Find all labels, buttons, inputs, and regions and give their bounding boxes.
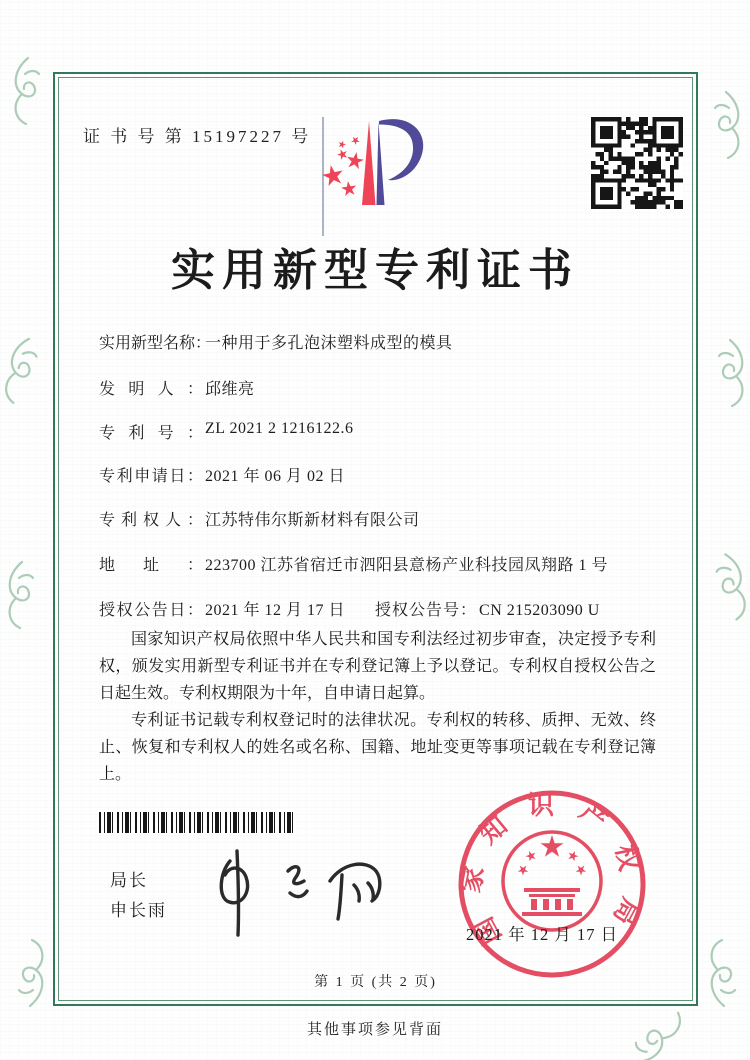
flourish-ornament <box>710 338 750 410</box>
seal-date: 2021 年 12 月 17 日 <box>466 925 619 944</box>
back-note: 其他事项参见背面 <box>306 1022 443 1038</box>
commissioner-block <box>110 866 167 926</box>
commissioner-title: 局长 <box>110 871 148 890</box>
field-value: 2021 年 06 月 02 日 <box>205 468 346 485</box>
field-label: 实用新型名称： <box>99 335 212 352</box>
field-name <box>99 330 453 353</box>
field-label: 发明人： <box>99 381 203 398</box>
field-patentee <box>99 507 420 530</box>
flourish-ornament <box>704 936 744 1008</box>
field-value: 一种用于多孔泡沫塑料成型的模具 <box>205 335 453 352</box>
field-label: 授权公告日： <box>99 602 203 619</box>
handwritten-signature <box>200 843 410 943</box>
legal-paragraph-2: 专利证书记载专利权登记时的法律状况。专利权的转移、质押、无效、终止、恢复和专利权人的姓名或名称、国籍、地址变更等事项记载在专利登记簿上。 <box>99 712 656 783</box>
cnipa-seal-icon <box>452 784 652 984</box>
certificate-number: 证 书 号 第 15197227 号 <box>83 127 312 146</box>
field-label: 地址： <box>99 557 203 574</box>
field-value: 邱维亮 <box>205 381 255 398</box>
flourish-ornament <box>10 936 50 1008</box>
cnipa-logo-icon <box>312 112 460 240</box>
flourish-ornament <box>706 90 746 162</box>
page-number: 第 1 页 (共 2 页) <box>314 975 437 990</box>
barcode-icon <box>99 812 295 833</box>
field-label: 专利申请日： <box>99 468 203 485</box>
field-value: 2021 年 12 月 17 日 <box>205 602 346 619</box>
flourish-ornament <box>0 333 49 412</box>
field-value: ZL 2021 2 1216122.6 <box>205 420 354 437</box>
seal-ring-text: 国家知识产权局 <box>456 790 648 950</box>
field-filing-date <box>99 463 345 486</box>
field-label: 授权公告号： <box>375 602 478 619</box>
legal-paragraph-1: 国家知识产权局依照中华人民共和国专利法经过初步审查，决定授予专利权，颁发实用新型专利证书并在专利登记簿上予以登记。专利权自授权公告之日起生效。专利权期限为十年，自申请日起算。 <box>99 631 656 702</box>
field-value: 江苏特伟尔斯新材料有限公司 <box>205 512 420 529</box>
field-value: CN 215203090 U <box>479 602 600 619</box>
field-label: 专利号： <box>99 425 203 442</box>
commissioner-name: 申长雨 <box>110 901 167 920</box>
certificate-title: 实用新型专利证书 <box>171 246 579 295</box>
qr-code-icon <box>591 117 683 209</box>
field-patent-number <box>99 420 353 443</box>
legal-text <box>99 626 656 788</box>
flourish-ornament <box>705 550 750 627</box>
field-value: 223700 江苏省宿迁市泗阳县意杨产业科技园凤翔路 1 号 <box>205 557 609 574</box>
flourish-ornament <box>2 560 42 632</box>
field-address <box>99 552 608 575</box>
field-inventor <box>99 376 255 399</box>
flourish-ornament <box>8 56 48 128</box>
field-grant-number <box>375 597 600 620</box>
field-grant-date <box>99 597 600 620</box>
field-label: 专利权人： <box>99 512 203 529</box>
